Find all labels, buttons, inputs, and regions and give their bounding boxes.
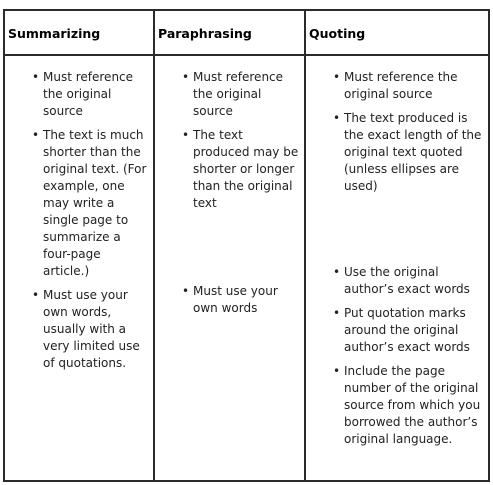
paraphrasing-list-lower — [155, 283, 304, 324]
paraphrasing-item-3: Must use your own words — [193, 284, 278, 315]
list-item — [155, 283, 304, 317]
summarizing-item-1: Must reference the original source — [43, 70, 134, 118]
quoting-item-3: Use the original author’s exact words — [344, 265, 470, 296]
paraphrasing-item-1: Must reference the original source — [193, 70, 284, 118]
header-paraphrasing: Paraphrasing — [154, 10, 305, 55]
bullet-icon: • — [333, 364, 341, 378]
bullet-icon: • — [32, 128, 40, 142]
list-item — [5, 287, 153, 372]
header-quoting: Quoting — [305, 10, 489, 55]
header-row — [4, 10, 489, 55]
list-item — [5, 69, 153, 120]
list-item — [155, 127, 304, 212]
paraphrasing-cell — [154, 55, 305, 481]
quoting-item-5: Include the page number of the original source from which you borrowed the author’s original language. — [344, 364, 481, 446]
comparison-table — [3, 9, 490, 482]
content-row — [4, 55, 489, 481]
list-item — [155, 69, 304, 120]
quoting-item-2: The text produced is the exact length of the original text quoted (unless ellipses are used) — [344, 111, 482, 193]
list-item — [306, 110, 488, 195]
bullet-icon: • — [333, 111, 341, 125]
quoting-list-lower — [306, 264, 488, 455]
quoting-item-1: Must reference the original source — [344, 70, 458, 101]
bullet-icon: • — [182, 284, 190, 298]
summarizing-cell — [4, 55, 154, 481]
bullet-icon: • — [333, 306, 341, 320]
summarizing-item-2: The text is much shorter than the original text. (For example, one may write a single page to summarize a four-page article.) — [43, 128, 147, 278]
summarizing-item-3: Must use your own words, usually with a very limited use of quotations. — [43, 288, 140, 370]
quoting-item-4: Put quotation marks around the original author’s exact words — [344, 306, 470, 354]
list-item — [306, 305, 488, 356]
list-item — [306, 264, 488, 298]
bullet-icon: • — [182, 70, 190, 84]
bullet-icon: • — [333, 265, 341, 279]
list-item — [306, 69, 488, 103]
paraphrasing-list — [155, 69, 304, 219]
bullet-icon: • — [333, 70, 341, 84]
header-summarizing: Summarizing — [4, 10, 154, 55]
quoting-list — [306, 69, 488, 202]
bullet-icon: • — [32, 288, 40, 302]
list-item — [5, 127, 153, 280]
bullet-icon: • — [32, 70, 40, 84]
paraphrasing-item-2: The text produced may be shorter or longer than the original text — [193, 128, 299, 210]
summarizing-list — [5, 69, 153, 379]
list-item — [306, 363, 488, 448]
bullet-icon: • — [182, 128, 190, 142]
quoting-cell — [305, 55, 489, 481]
